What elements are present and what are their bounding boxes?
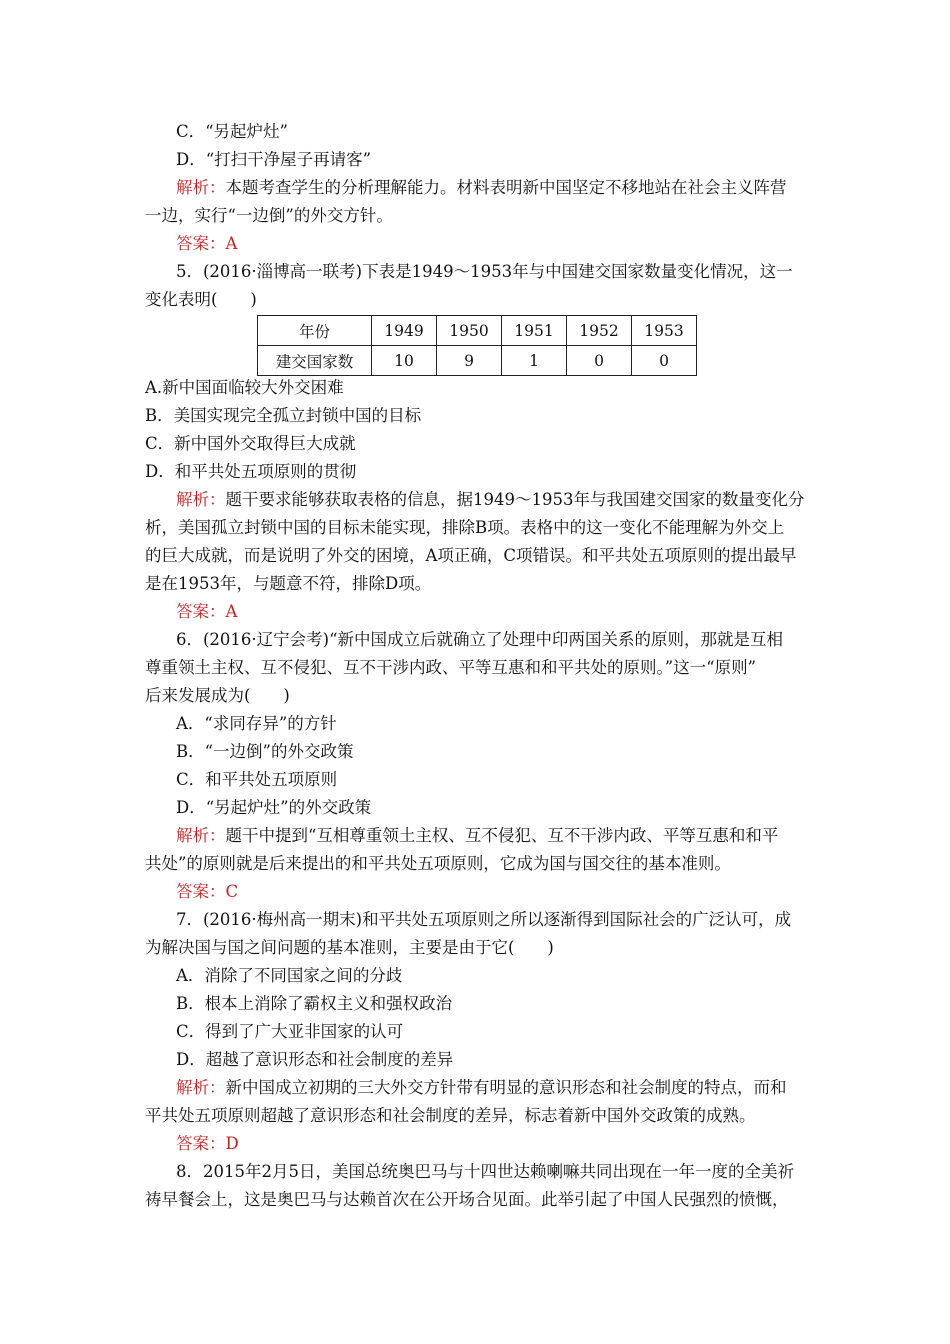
analysis-label: 解析： bbox=[176, 178, 226, 197]
q6-stem-cont: 后来发展成为( ) bbox=[145, 686, 290, 705]
q7-analysis bbox=[176, 1076, 787, 1100]
table-count-cell: 0 bbox=[567, 346, 632, 376]
table-header-label: 年份 bbox=[258, 316, 372, 346]
q5-analysis bbox=[176, 488, 804, 512]
table-count-cell: 10 bbox=[372, 346, 437, 376]
q6-option-b: B．“一边倒”的外交政策 bbox=[176, 742, 354, 761]
q4-option-c: C．“另起炉灶” bbox=[176, 122, 288, 141]
table-year-cell: 1950 bbox=[437, 316, 502, 346]
q5-data-table bbox=[257, 315, 697, 376]
q4-option-d: D．“打扫干净屋子再请客” bbox=[176, 150, 372, 169]
analysis-label: 解析： bbox=[176, 1078, 226, 1097]
q5-stem-cont: 变化表明( ) bbox=[145, 290, 257, 309]
table-year-cell: 1952 bbox=[567, 316, 632, 346]
q6-stem: 6．(2016·辽宁会考)“新中国成立后就确立了处理中印两国关系的原则，那就是互相 bbox=[176, 630, 784, 649]
q7-option-c: C．得到了广大亚非国家的认可 bbox=[176, 1022, 404, 1041]
analysis-text: 新中国成立初期的三大外交方针带有明显的意识形态和社会制度的特点，而和 bbox=[225, 1078, 787, 1097]
q7-option-b: B．根本上消除了霸权主义和强权政治 bbox=[176, 994, 453, 1013]
q5-analysis-cont: 是在1953年，与题意不符，排除D项。 bbox=[145, 574, 432, 593]
q5-option-c: C．新中国外交取得巨大成就 bbox=[145, 434, 356, 453]
table-year-cell: 1951 bbox=[502, 316, 567, 346]
q5-analysis-cont: 析，美国孤立封锁中国的目标未能实现，排除B项。表格中的这一变化不能理解为外交上 bbox=[145, 518, 785, 537]
q6-analysis bbox=[176, 824, 778, 848]
analysis-text: 题干中提到“互相尊重领土主权、互不侵犯、互不干涉内政、平等互惠和和平 bbox=[225, 826, 779, 845]
table-count-cell: 1 bbox=[502, 346, 567, 376]
q7-option-d: D．超越了意识形态和社会制度的差异 bbox=[176, 1050, 454, 1069]
analysis-label: 解析： bbox=[176, 490, 226, 509]
q6-analysis-cont: 共处”的原则就是后来提出的和平共处五项原则，它成为国与国交往的基本准则。 bbox=[145, 854, 731, 873]
q6-answer: 答案：C bbox=[176, 882, 239, 901]
table-count-cell: 9 bbox=[437, 346, 502, 376]
q7-option-a: A．消除了不同国家之间的分歧 bbox=[176, 966, 403, 985]
q7-analysis-cont: 平共处五项原则超越了意识形态和社会制度的差异，标志着新中国外交政策的成熟。 bbox=[145, 1106, 756, 1125]
q6-stem-cont: 尊重领土主权、互不侵犯、互不干涉内政、平等互惠和和平共处的原则。”这一“原则” bbox=[145, 658, 757, 677]
analysis-text: 题干要求能够获取表格的信息，据1949～1953年与我国建交国家的数量变化分 bbox=[225, 490, 805, 509]
q7-stem: 7．(2016·梅州高一期末)和平共处五项原则之所以逐渐得到国际社会的广泛认可，成 bbox=[176, 910, 792, 929]
q5-option-a: A.新中国面临较大外交困难 bbox=[145, 378, 344, 397]
q5-analysis-cont: 的巨大成就，而是说明了外交的困境，A项正确，C项错误。和平共处五项原则的提出最早 bbox=[145, 546, 797, 565]
q5-answer: 答案：A bbox=[176, 602, 238, 621]
q7-answer: 答案：D bbox=[176, 1134, 239, 1153]
q6-option-a: A．“求同存异”的方针 bbox=[176, 714, 337, 733]
q7-stem-cont: 为解决国与国之间问题的基本准则，主要是由于它( ) bbox=[145, 938, 554, 957]
q4-analysis-cont: 一边，实行“一边倒”的外交方针。 bbox=[145, 206, 393, 225]
table-count-cell: 0 bbox=[632, 346, 697, 376]
q6-option-c: C．和平共处五项原则 bbox=[176, 770, 338, 789]
q4-answer: 答案：A bbox=[176, 234, 238, 253]
table-year-cell: 1949 bbox=[372, 316, 437, 346]
analysis-label: 解析： bbox=[176, 826, 226, 845]
table-row-label: 建交国家数 bbox=[258, 346, 372, 376]
q5-option-b: B．美国实现完全孤立封锁中国的目标 bbox=[145, 406, 422, 425]
q4-analysis bbox=[176, 176, 787, 200]
q8-stem: 8．2015年2月5日，美国总统奥巴马与十四世达赖喇嘛共同出现在一年一度的全美祈 bbox=[176, 1162, 794, 1181]
table-row-counts bbox=[258, 346, 697, 376]
q8-stem-cont: 祷早餐会上，这是奥巴马与达赖首次在公开场合见面。此举引起了中国人民强烈的愤慨， bbox=[145, 1190, 789, 1209]
analysis-text: 本题考查学生的分析理解能力。材料表明新中国坚定不移地站在社会主义阵营 bbox=[225, 178, 787, 197]
table-year-cell: 1953 bbox=[632, 316, 697, 346]
table-row-years bbox=[258, 316, 697, 346]
q5-option-d: D．和平共处五项原则的贯彻 bbox=[145, 462, 357, 481]
q5-stem: 5．(2016·淄博高一联考)下表是1949～1953年与中国建交国家数量变化情况，这一 bbox=[176, 262, 793, 281]
q6-option-d: D．“另起炉灶”的外交政策 bbox=[176, 798, 372, 817]
